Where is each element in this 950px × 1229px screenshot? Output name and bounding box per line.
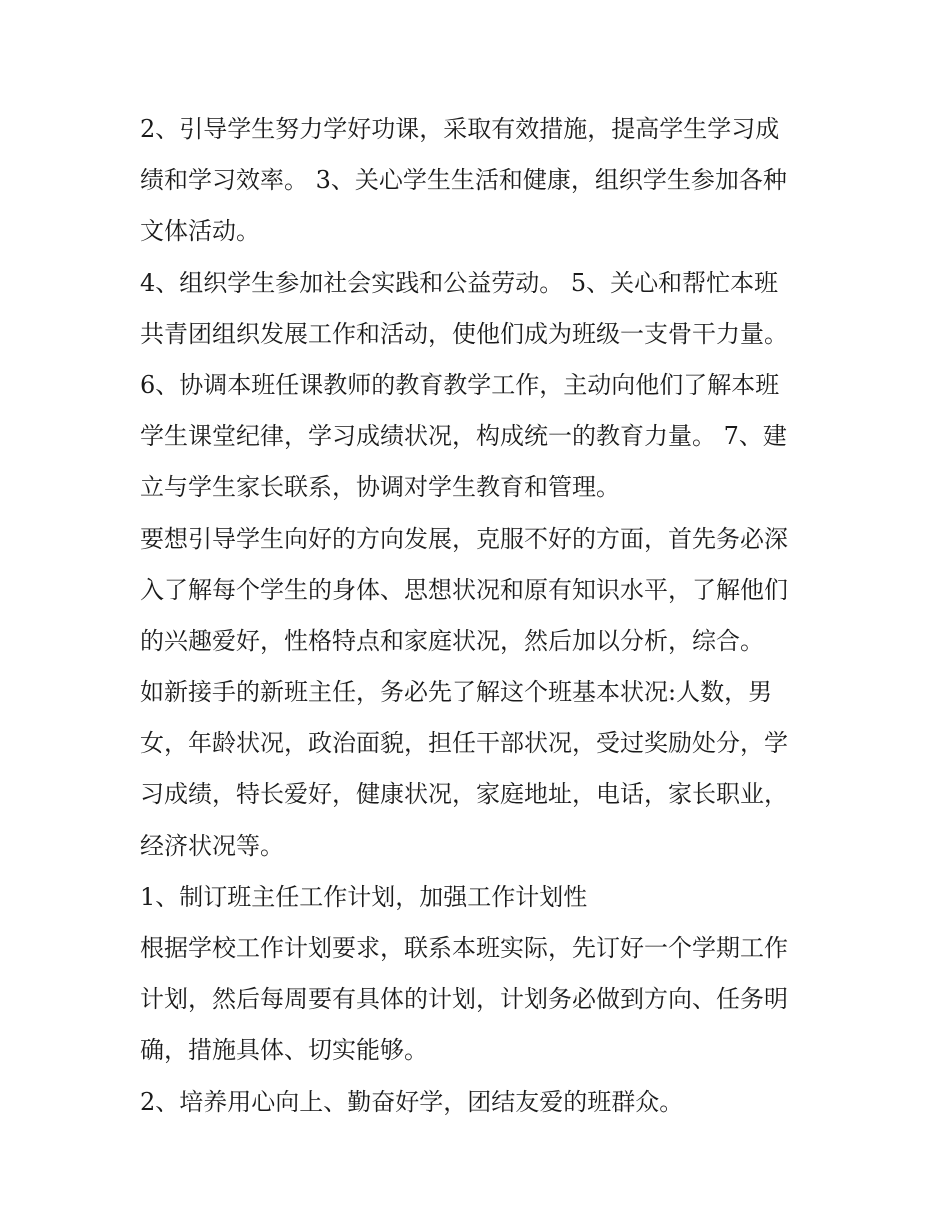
text-line: 习成绩，特长爱好，健康状况，家庭地址，电话，家长职业， <box>140 780 788 809</box>
text-line: 确，措施具体、切实能够。 <box>140 1036 428 1065</box>
text-line: 4、组织学生参加社会实践和公益劳动。 5、关心和帮忙本班 <box>140 268 779 297</box>
text-line: 学生课堂纪律，学习成绩状况，构成统一的教育力量。 7、建 <box>140 422 787 451</box>
text-line: 立与学生家长联系，协调对学生教育和管理。 <box>140 473 620 502</box>
text-line: 绩和学习效率。 3、关心学生生活和健康，组织学生参加各种 <box>140 166 787 195</box>
text-line: 2、引导学生努力学好功课，采取有效措施，提高学生学习成 <box>140 115 780 143</box>
text-line: 要想引导学生向好的方向发展，克服不好的方面，首先务必深 <box>140 524 788 553</box>
document-body <box>140 104 820 1128</box>
text-line: 经济状况等。 <box>140 831 284 860</box>
text-line: 女，年龄状况，政治面貌，担任干部状况，受过奖励处分，学 <box>140 729 788 758</box>
text-line: 1、制订班主任工作计划，加强工作计划性 <box>140 882 588 911</box>
text-line: 2、培养用心向上、勤奋好学，团结友爱的班群众。 <box>140 1087 684 1116</box>
text-line: 共青团组织发展工作和活动，使他们成为班级一支骨干力量。 <box>140 319 788 348</box>
text-line: 入了解每个学生的身体、思想状况和原有知识水平，了解他们 <box>140 575 788 604</box>
text-line: 的兴趣爱好，性格特点和家庭状况，然后加以分析，综合。 <box>140 626 764 655</box>
text-line: 如新接手的新班主任，务必先了解这个班基本状况:人数，男 <box>140 678 773 707</box>
text-line: 根据学校工作计划要求，联系本班实际，先订好一个学期工作 <box>140 934 788 962</box>
text-line: 6、协调本班任课教师的教育教学工作，主动向他们了解本班 <box>140 370 780 399</box>
text-line: 计划，然后每周要有具体的计划，计划务必做到方向、任务明 <box>140 985 788 1014</box>
text-line: 文体活动。 <box>140 217 260 246</box>
